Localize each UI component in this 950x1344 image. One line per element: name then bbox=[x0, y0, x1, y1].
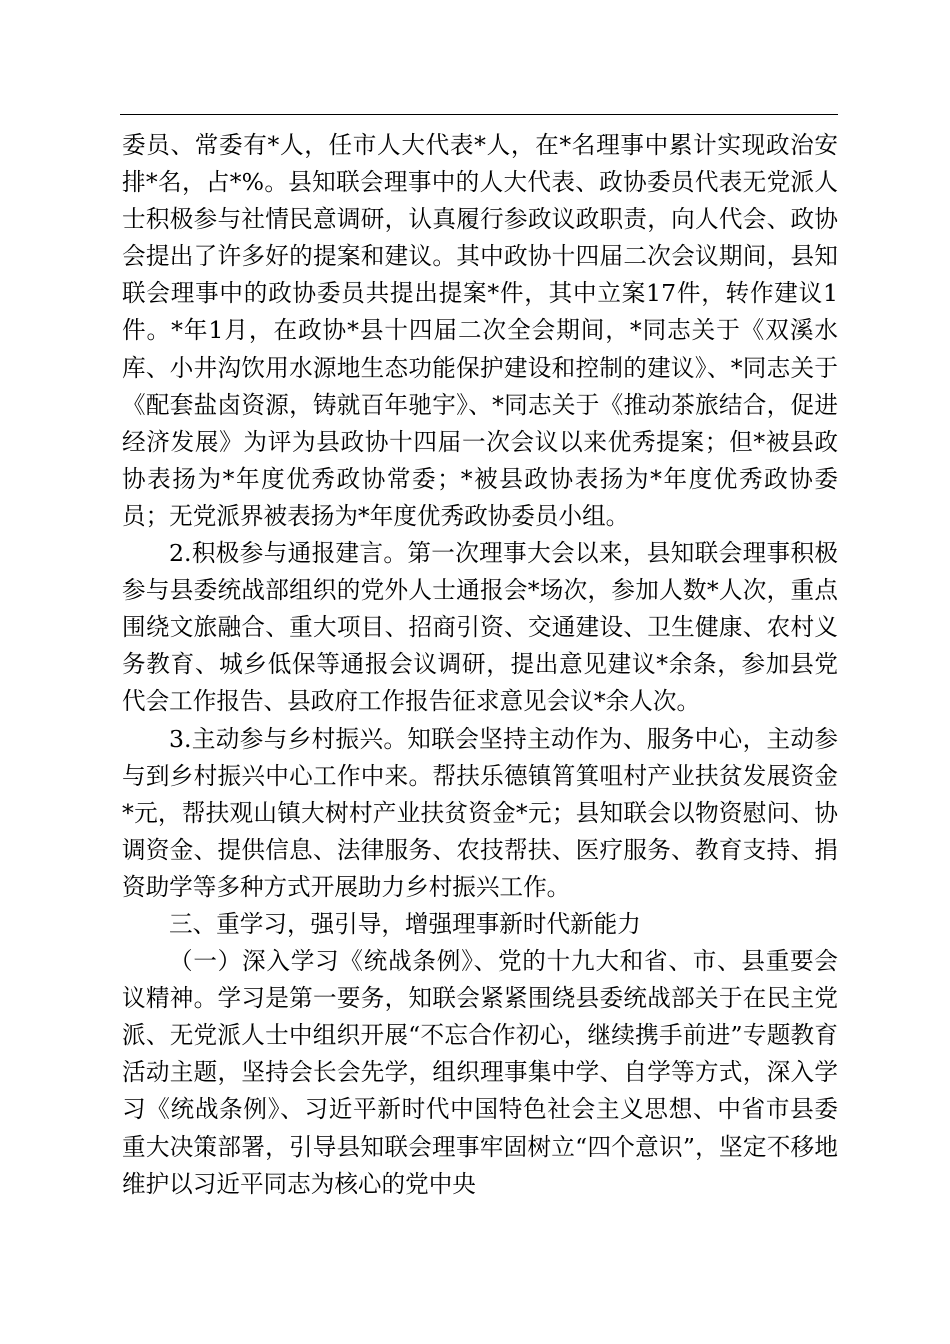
section-heading-study-guidance: 三、重学习，强引导，增强理事新时代新能力 bbox=[169, 909, 641, 938]
header-rule bbox=[120, 114, 838, 115]
body-text bbox=[122, 127, 838, 1203]
paragraph-briefing-suggestions: 2.积极参与通报建言。第一次理事大会以来，县知联会理事积极参与县委统战部组织的党外人士通报会*场次，参加人数*人次，重点围绕文旅融合、重大项目、招商引资、交通建设、卫生健康、农村义务教育、城乡低保等通报会议调研，提出意见建议*余条，参加县党代会工作报告、县政府工作报告征求意见会议*余人次。 bbox=[122, 539, 838, 716]
paragraph-study-regulations: （一）深入学习《统战条例》、党的十九大和省、市、县重要会议精神。学习是第一要务，知联会紧紧围绕县委统战部关于在民主党派、无党派人士中组织开展“不忘合作初心，继续携手前进”专题教育活动主题，坚持会长会先学，组织理事集中学、自学等方式，深入学习《统战条例》、习近平新时代中国特色社会主义思想、中省市县委重大决策部署，引导县知联会理事牢固树立“四个意识”，坚定不移地维护以习近平同志为核心的党中央 bbox=[122, 947, 838, 1198]
paragraph-rural-revitalization: 3.主动参与乡村振兴。知联会坚持主动作为、服务中心，主动参与到乡村振兴中心工作中来。帮扶乐德镇筲箕咀村产业扶贫发展资金*元，帮扶观山镇大树村产业扶贫资金*元；县知联会以物资慰问、协调资金、提供信息、法律服务、农技帮扶、医疗服务、教育支持、捐资助学等多种方式开展助力乡村振兴工作。 bbox=[122, 724, 838, 901]
paragraph-political-arrangements: 委员、常委有*人，任市人大代表*人，在*名理事中累计实现政治安排*名，占*%。县知联会理事中的人大代表、政协委员代表无党派人士积极参与社情民意调研，认真履行参政议政职责，向人代会、政协会提出了许多好的提案和建议。其中政协十四届二次会议期间，县知联会理事中的政协委员共提出提案*件，其中立案17件，转作建议1件。*年1月，在政协*县十四届二次全会期间，*同志关于《双溪水库、小井沟饮用水源地生态功能保护建设和控制的建议》、*同志关于《配套盐卤资源，铸就百年驰宇》、*同志关于《推动茶旅结合，促进经济发展》为评为县政协十四届一次会议以来优秀提案；但*被县政协表扬为*年度优秀政协常委；*被县政协表扬为*年度优秀政协委员；无党派界被表扬为*年度优秀政协委员小组。 bbox=[122, 131, 838, 530]
